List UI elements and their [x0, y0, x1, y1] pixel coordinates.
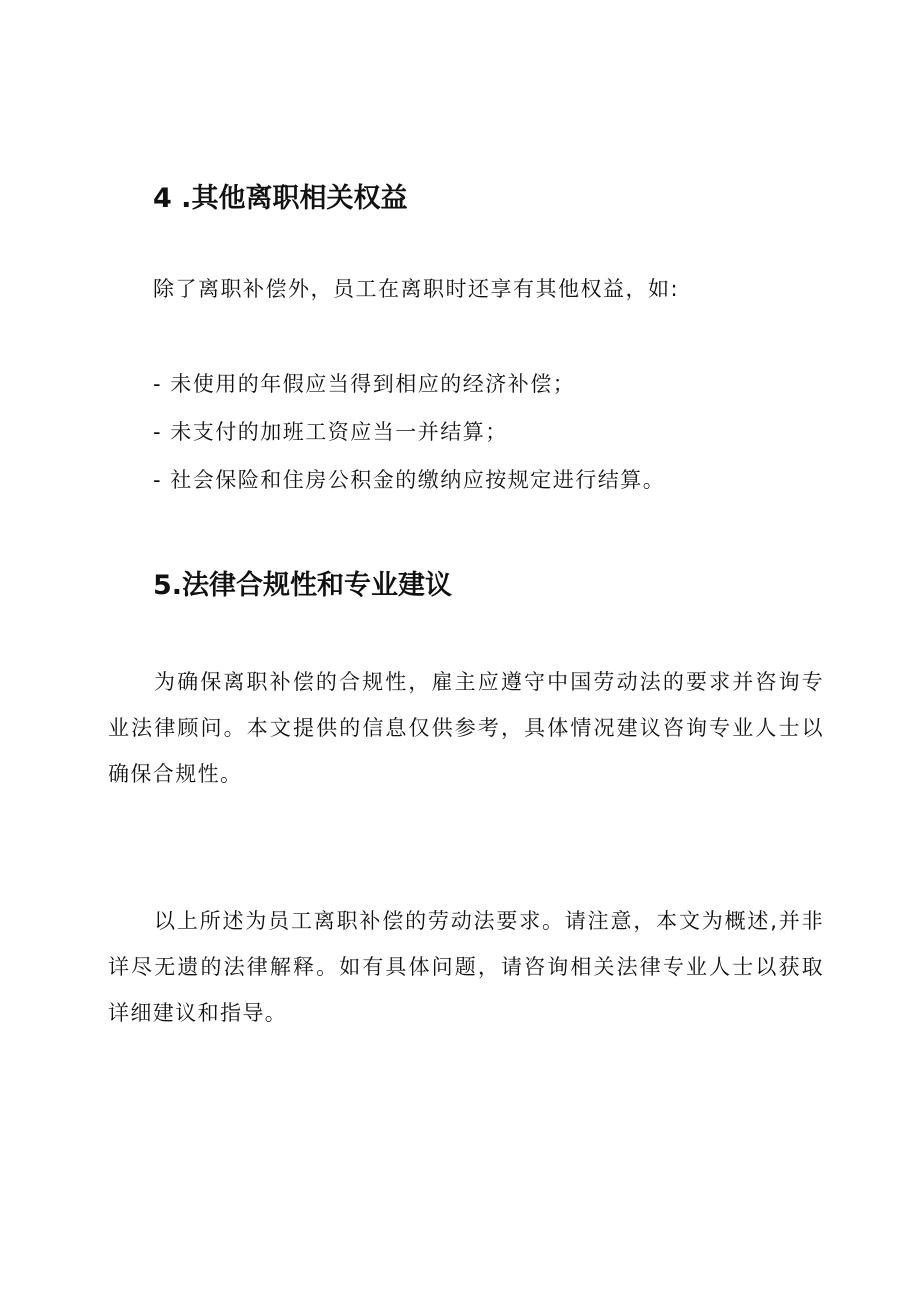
bullet-item-annual-leave: - 未使用的年假应当得到相应的经济补偿；	[153, 372, 576, 396]
bullet-item-social-insurance: - 社会保险和住房公积金的缴纳应按规定进行结算。	[153, 468, 666, 492]
section-5-heading: 5.法律合规性和专业建议	[153, 570, 453, 601]
section-4-heading: 4 .其他离职相关权益	[153, 183, 408, 214]
section-4-intro: 除了离职补偿外，员工在离职时还享有其他权益，如:	[153, 277, 680, 301]
bullet-item-overtime-pay: - 未支付的加班工资应当一并结算；	[153, 420, 508, 444]
closing-paragraph: 以上所述为员工离职补偿的劳动法要求。请注意，本文为概述,并非详尽无遗的法律解释。如有具体问题，请咨询相关法律专业人士以获取详细建议和指导。	[108, 909, 824, 1025]
section-5-paragraph: 为确保离职补偿的合规性，雇主应遵守中国劳动法的要求并咨询专业法律顾问。本文提供的信息仅供参考，具体情况建议咨询专业人士以确保合规性。	[108, 670, 824, 786]
